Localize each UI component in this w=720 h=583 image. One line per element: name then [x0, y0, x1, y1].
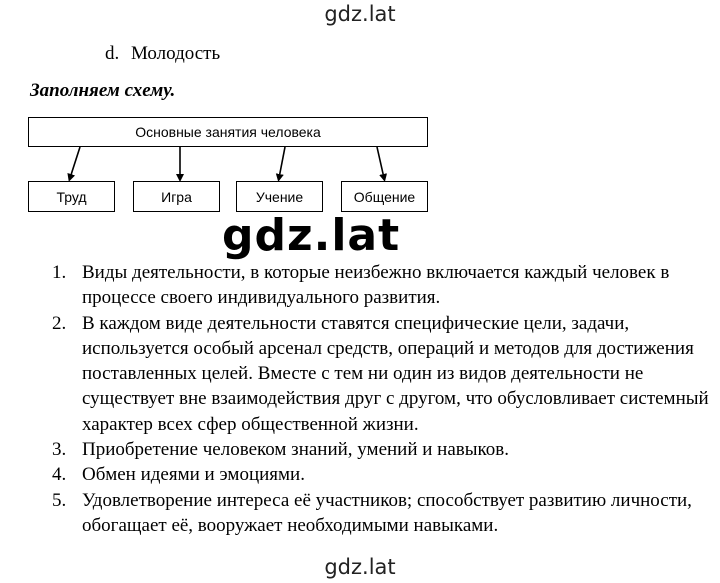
- watermark-middle: gdz.lat: [222, 210, 401, 261]
- list-item-number: 4.: [52, 464, 67, 486]
- list-item-text: Приобретение человеком знаний, умений и навыков.: [82, 439, 509, 461]
- list-item-number: 2.: [52, 312, 67, 334]
- option-d: [105, 43, 220, 65]
- list-item-text: Виды деятельности, в которые неизбежно включается каждый человек в процессе своего индивидуального развития.: [82, 262, 670, 309]
- section-heading: Заполняем схему.: [30, 80, 176, 101]
- watermark-bottom: gdz.lat: [324, 555, 396, 579]
- list-item: [52, 311, 712, 437]
- diagram-box-trud: Труд: [28, 181, 115, 212]
- list-item: [52, 437, 712, 462]
- list-item: [52, 488, 712, 539]
- watermark-top: gdz.lat: [324, 2, 396, 26]
- list-item-text: Удовлетворение интереса её участников; способствует развитию личности, обогащает её, вооружает необходимыми навыками.: [82, 489, 692, 536]
- diagram-box-uchenie: Учение: [236, 181, 323, 212]
- option-d-marker: d.: [105, 43, 120, 64]
- diagram-box-igra: Игра: [133, 181, 220, 212]
- list-item: [52, 260, 712, 311]
- diagram-root-box: Основные занятия человека: [28, 117, 428, 147]
- list-item-text: В каждом виде деятельности ставятся специфические цели, задачи, используется особый арсенал средств, операций и методов для достижения поставленных целей. Вместе с тем ни один из видов деятельности не существует вне взаимодействия друг с другом, что обусловливает системный характер всех сфер общественной жизни.: [82, 312, 709, 435]
- list-item: [52, 462, 712, 487]
- list-item-number: 1.: [52, 262, 67, 283]
- option-d-text: Молодость: [131, 43, 221, 64]
- arrow-to-obshchenie: [377, 147, 384, 178]
- diagram-box-obshchenie: Общение: [341, 181, 428, 212]
- arrow-to-trud: [70, 147, 80, 178]
- arrow-to-uchenie: [279, 147, 285, 178]
- list-item-text: Обмен идеями и эмоциями.: [82, 464, 305, 486]
- list-item-number: 3.: [52, 439, 67, 461]
- answers-list: [52, 260, 712, 538]
- list-item-number: 5.: [52, 489, 67, 511]
